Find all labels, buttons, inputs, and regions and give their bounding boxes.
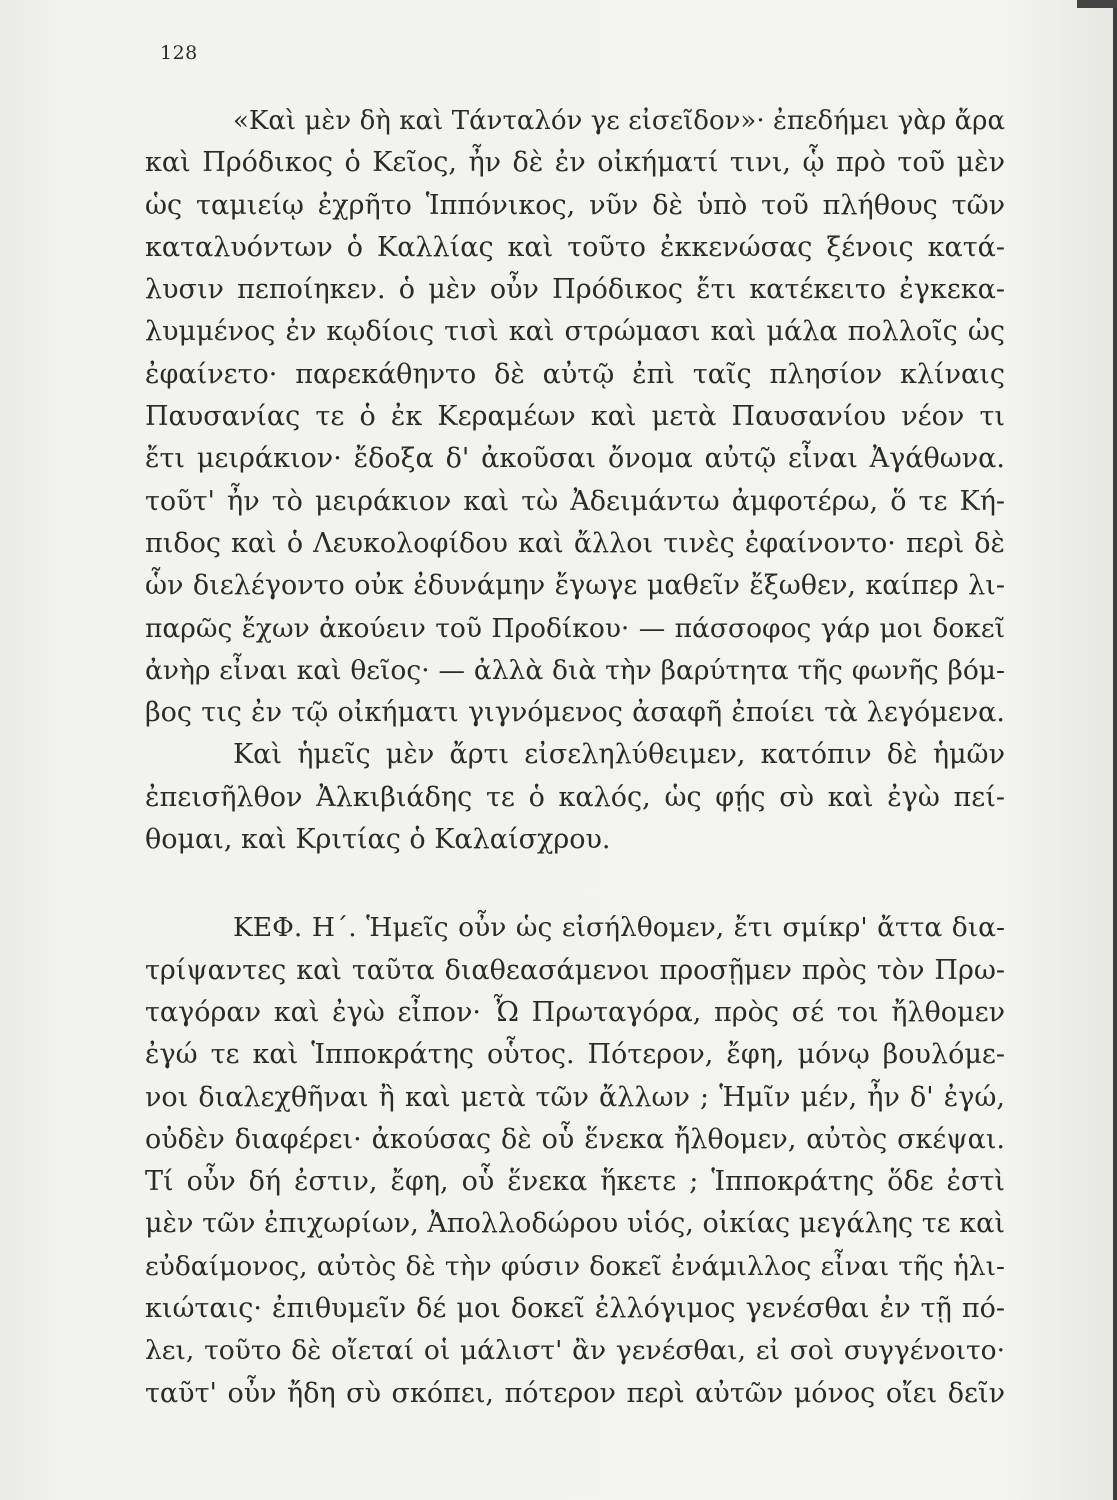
page-edge-shadow xyxy=(1113,0,1117,1500)
text-line: ΚΕΦ. Η΄. Ἡμεῖς οὖν ὡς εἰσήλθομεν, ἔτι σμίκρ' ἄττα δια- xyxy=(233,912,1005,944)
text-line: νοι διαλεχθῆναι ἢ καὶ μετὰ τῶν ἄλλων ; Ἡμῖν μέν, ἦν δ' ἐγώ, xyxy=(145,1081,1005,1113)
paragraph-3 xyxy=(145,907,1005,1415)
text-line: ἐπεισῆλθον Ἀλκιβιάδης τε ὁ καλός, ὡς φῄς σὺ καὶ ἐγὼ πεί- xyxy=(145,781,1005,813)
paragraph-2 xyxy=(145,734,1005,861)
text-line: καταλυόντων ὁ Καλλίας καὶ τοῦτο ἐκκενώσας ξένοις κατά- xyxy=(145,231,1005,263)
text-line: ταγόραν καὶ ἐγὼ εἶπον· Ὦ Πρωταγόρα, πρὸς σέ τοι ἤλθομεν xyxy=(145,996,1005,1028)
text-line: βος τις ἐν τῷ οἰκήματι γιγνόμενος ἀσαφῆ ἐποίει τὰ λεγόμενα. xyxy=(145,697,1005,729)
main-text xyxy=(145,100,1005,1415)
section-gap xyxy=(145,861,1005,907)
text-line: εὐδαίμονος, αὐτὸς δὲ τὴν φύσιν δοκεῖ ἐνάμιλλος εἶναι τῆς ἡλι- xyxy=(145,1250,1005,1282)
text-line: ἀνὴρ εἶναι καὶ θεῖος· — ἀλλὰ διὰ τὴν βαρύτητα τῆς φωνῆς βόμ- xyxy=(145,654,1005,686)
text-line: ὧν διελέγοντο οὐκ ἐδυνάμην ἔγωγε μαθεῖν ἔξωθεν, καίπερ λι- xyxy=(145,570,1005,602)
page-corner-shadow xyxy=(1077,0,1117,8)
text-line: λυσιν πεποίηκεν. ὁ μὲν οὖν Πρόδικος ἔτι κατέκειτο ἐγκεκα- xyxy=(145,274,1005,306)
text-line: λυμμένος ἐν κῳδίοις τισὶ καὶ στρώμασι καὶ μάλα πολλοῖς ὡς xyxy=(145,316,1005,348)
text-line: ταῦτ' οὖν ἤδη σὺ σκόπει, πότερον περὶ αὐτῶν μόνος οἴει δεῖν xyxy=(145,1377,1005,1409)
text-line: Καὶ ἡμεῖς μὲν ἄρτι εἰσεληλύθειμεν, κατόπιν δὲ ἡμῶν xyxy=(233,739,1005,771)
text-line: ἐφαίνετο· παρεκάθηντο δὲ αὐτῷ ἐπὶ ταῖς πλησίον κλίναις xyxy=(145,358,1005,390)
text-line: Παυσανίας τε ὁ ἐκ Κεραμέων καὶ μετὰ Παυσανίου νέον τι xyxy=(145,401,1005,433)
paragraph-1 xyxy=(145,100,1005,734)
text-line: Τί οὖν δή ἐστιν, ἔφη, οὗ ἕνεκα ἥκετε ; Ἱπποκράτης ὅδε ἐστὶ xyxy=(145,1166,1005,1198)
text-line: ἐγώ τε καὶ Ἱπποκράτης οὗτος. Πότερον, ἔφη, μόνῳ βουλόμε- xyxy=(145,1039,1005,1071)
text-line: παρῶς ἔχων ἀκούειν τοῦ Προδίκου· — πάσσοφος γάρ μοι δοκεῖ xyxy=(145,612,1005,644)
text-line: ὡς ταμιείῳ ἐχρῆτο Ἱππόνικος, νῦν δὲ ὑπὸ τοῦ πλήθους τῶν xyxy=(145,189,1005,221)
text-line: καὶ Πρόδικος ὁ Κεῖος, ἦν δὲ ἐν οἰκήματί τινι, ᾧ πρὸ τοῦ μὲν xyxy=(145,147,1005,179)
text-line: οὐδὲν διαφέρει· ἀκούσας δὲ οὗ ἕνεκα ἤλθομεν, αὐτὸς σκέψαι. xyxy=(145,1123,1005,1155)
text-line: θομαι, καὶ Κριτίας ὁ Καλαίσχρου. xyxy=(145,824,611,856)
text-line: μὲν τῶν ἐπιχωρίων, Ἀπολλοδώρου υἱός, οἰκίας μεγάλης τε καὶ xyxy=(145,1208,1005,1240)
text-line: λει, τοῦτο δὲ οἴεταί οἱ μάλιστ' ἂν γενέσθαι, εἰ σοὶ συγγένοιτο· xyxy=(145,1335,1005,1367)
text-line: τοῦτ' ἦν τὸ μειράκιον καὶ τὼ Ἀδειμάντω ἀμφοτέρω, ὅ τε Κή- xyxy=(145,485,1005,517)
text-line: τρίψαντες καὶ ταῦτα διαθεασάμενοι προσῇμεν πρὸς τὸν Πρω- xyxy=(145,954,1005,986)
text-line: πιδος καὶ ὁ Λευκολοφίδου καὶ ἄλλοι τινὲς ἐφαίνοντο· περὶ δὲ xyxy=(145,527,1005,559)
text-line: κιώταις· ἐπιθυμεῖν δέ μοι δοκεῖ ἐλλόγιμος γενέσθαι ἐν τῇ πό- xyxy=(145,1293,1005,1325)
text-line: «Καὶ μὲν δὴ καὶ Τάνταλόν γε εἰσεῖδον»· ἐπεδήμει γὰρ ἄρα xyxy=(233,106,1005,136)
text-line: ἔτι μειράκιον· ἔδοξα δ' ἀκοῦσαι ὄνομα αὐτῷ εἶναι Ἀγάθωνα. xyxy=(145,443,1005,475)
page-number: 128 xyxy=(160,42,198,64)
